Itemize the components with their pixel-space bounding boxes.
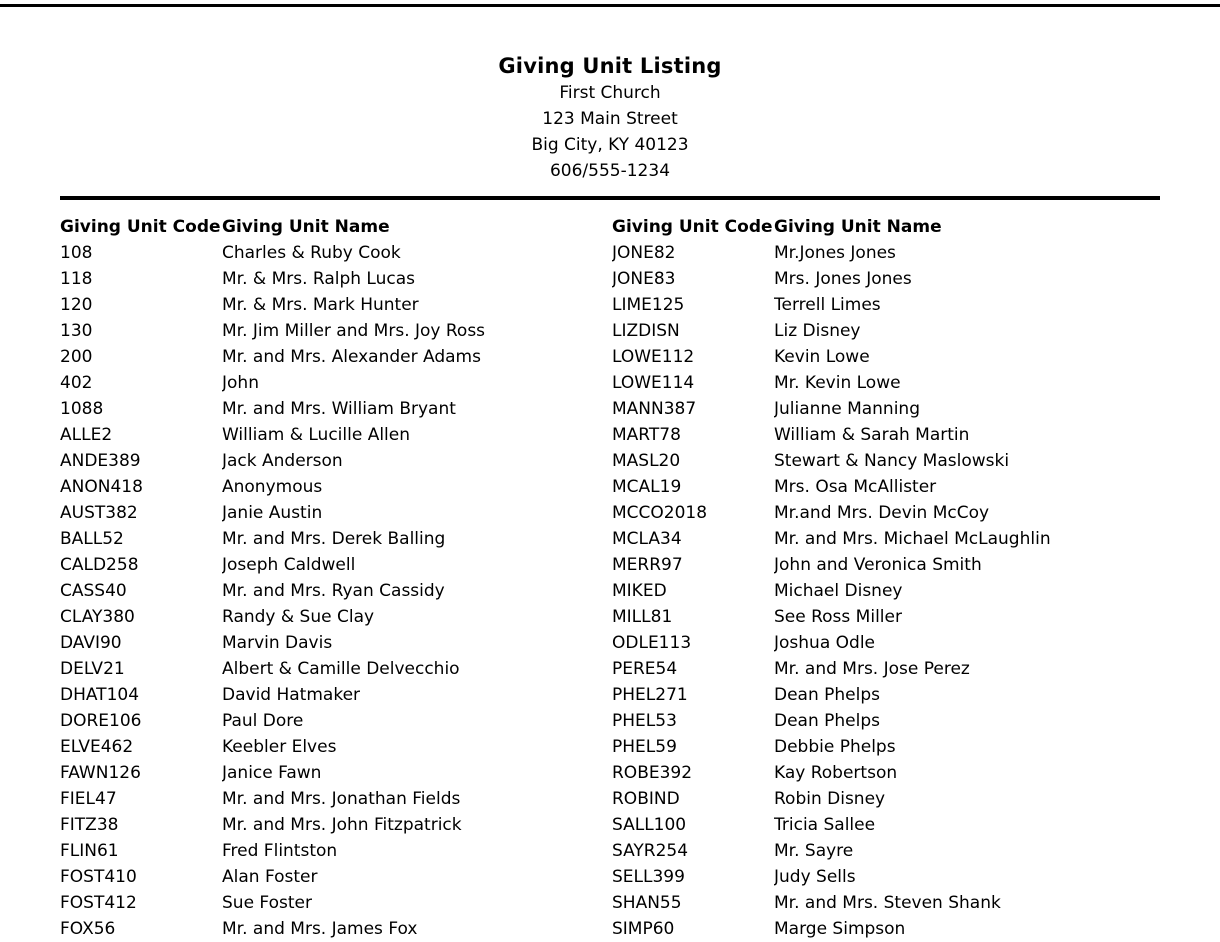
table-row [60, 578, 612, 604]
table-row [60, 812, 612, 838]
table-row [60, 656, 612, 682]
giving-unit-name: Stewart & Nancy Maslowski [774, 451, 1010, 471]
table-row [612, 292, 1164, 318]
giving-unit-code: SHAN55 [612, 893, 682, 913]
listing-rows-left [60, 240, 612, 942]
giving-unit-name: Marvin Davis [222, 633, 333, 653]
giving-unit-name: Fred Flintston [222, 841, 338, 861]
giving-unit-name: Paul Dore [222, 711, 304, 731]
giving-unit-code: CALD258 [60, 555, 139, 575]
column-header-row-left [60, 214, 612, 240]
giving-unit-code: MANN387 [612, 399, 697, 419]
giving-unit-code: FIEL47 [60, 789, 117, 809]
giving-unit-code: 200 [60, 347, 93, 367]
listing-column-left [60, 214, 612, 942]
giving-unit-name: Mr. Jim Miller and Mrs. Joy Ross [222, 321, 486, 341]
giving-unit-code: JONE82 [612, 243, 676, 263]
giving-unit-name: Anonymous [222, 477, 323, 497]
table-row [612, 240, 1164, 266]
table-row [612, 864, 1164, 890]
giving-unit-code: 130 [60, 321, 93, 341]
table-row [612, 500, 1164, 526]
table-row [60, 734, 612, 760]
giving-unit-name: Michael Disney [774, 581, 903, 601]
table-row [60, 682, 612, 708]
giving-unit-code: PHEL271 [612, 685, 688, 705]
giving-unit-code: FOX56 [60, 919, 116, 939]
giving-unit-code: ROBE392 [612, 763, 693, 783]
table-row [60, 864, 612, 890]
table-row [612, 708, 1164, 734]
giving-unit-name: Janie Austin [222, 503, 323, 523]
table-row [612, 422, 1164, 448]
listing-columns [0, 214, 1220, 942]
giving-unit-name: Tricia Sallee [774, 815, 876, 835]
giving-unit-code: MCCO2018 [612, 503, 708, 523]
giving-unit-code: MIKED [612, 581, 667, 601]
giving-unit-name: Kay Robertson [774, 763, 898, 783]
giving-unit-name: Mrs. Jones Jones [774, 269, 912, 289]
table-row [60, 422, 612, 448]
giving-unit-code: LIME125 [612, 295, 685, 315]
table-row [60, 370, 612, 396]
table-row [60, 500, 612, 526]
table-row [60, 344, 612, 370]
giving-unit-name: Marge Simpson [774, 919, 906, 939]
giving-unit-code: CASS40 [60, 581, 127, 601]
table-row [612, 890, 1164, 916]
giving-unit-code: SALL100 [612, 815, 687, 835]
table-row [612, 916, 1164, 942]
giving-unit-name: Mr. and Mrs. Jose Perez [774, 659, 970, 679]
table-row [60, 604, 612, 630]
giving-unit-name: Mr. and Mrs. Ryan Cassidy [222, 581, 445, 601]
giving-unit-name: Mr. and Mrs. Derek Balling [222, 529, 446, 549]
giving-unit-name: See Ross Miller [774, 607, 902, 627]
table-row [60, 526, 612, 552]
giving-unit-code: SELL399 [612, 867, 685, 887]
giving-unit-code: ODLE113 [612, 633, 692, 653]
giving-unit-name: Julianne Manning [774, 399, 920, 419]
giving-unit-name: Liz Disney [774, 321, 861, 341]
table-row [612, 630, 1164, 656]
table-row [60, 292, 612, 318]
table-row [60, 240, 612, 266]
giving-unit-code: 402 [60, 373, 93, 393]
table-row [60, 708, 612, 734]
giving-unit-code: LOWE112 [612, 347, 695, 367]
header-divider [60, 196, 1160, 200]
giving-unit-code: PHEL53 [612, 711, 677, 731]
giving-unit-code: FLIN61 [60, 841, 119, 861]
giving-unit-name: Mr. Sayre [774, 841, 854, 861]
giving-unit-code: 108 [60, 243, 93, 263]
giving-unit-name: Mr. and Mrs. John Fitzpatrick [222, 815, 462, 835]
giving-unit-name: William & Lucille Allen [222, 425, 411, 445]
organization-city-state-zip: Big City, KY 40123 [531, 135, 689, 155]
giving-unit-name: Alan Foster [222, 867, 318, 887]
giving-unit-name: Mr. and Mrs. Alexander Adams [222, 347, 481, 367]
giving-unit-name: Debbie Phelps [774, 737, 896, 757]
giving-unit-code: SIMP60 [612, 919, 675, 939]
giving-unit-code: MILL81 [612, 607, 673, 627]
table-row [60, 266, 612, 292]
giving-unit-name: John and Veronica Smith [774, 555, 982, 575]
giving-unit-name: Robin Disney [774, 789, 886, 809]
column-header-name: Giving Unit Name [774, 217, 942, 237]
giving-unit-code: LOWE114 [612, 373, 695, 393]
table-row [60, 838, 612, 864]
table-row [612, 604, 1164, 630]
giving-unit-code: FAWN126 [60, 763, 141, 783]
giving-unit-code: PERE54 [612, 659, 678, 679]
organization-street: 123 Main Street [542, 109, 678, 129]
table-row [612, 474, 1164, 500]
table-row [612, 786, 1164, 812]
giving-unit-code: SAYR254 [612, 841, 689, 861]
giving-unit-name: Mr.Jones Jones [774, 243, 896, 263]
table-row [612, 552, 1164, 578]
giving-unit-name: William & Sarah Martin [774, 425, 970, 445]
giving-unit-code: PHEL59 [612, 737, 677, 757]
giving-unit-name: John [222, 373, 259, 393]
giving-unit-code: DAVI90 [60, 633, 122, 653]
giving-unit-code: FOST412 [60, 893, 137, 913]
column-header-code: Giving Unit Code [612, 217, 773, 237]
table-row [60, 396, 612, 422]
giving-unit-code: MCAL19 [612, 477, 682, 497]
giving-unit-name: Kevin Lowe [774, 347, 870, 367]
table-row [612, 370, 1164, 396]
table-row [612, 266, 1164, 292]
giving-unit-name: Mr. and Mrs. William Bryant [222, 399, 456, 419]
giving-unit-name: Dean Phelps [774, 711, 881, 731]
giving-unit-code: 120 [60, 295, 93, 315]
table-row [60, 786, 612, 812]
table-row [60, 916, 612, 942]
giving-unit-code: ANON418 [60, 477, 143, 497]
giving-unit-name: Albert & Camille Delvecchio [222, 659, 460, 679]
giving-unit-name: Charles & Ruby Cook [222, 243, 401, 263]
giving-unit-code: MCLA34 [612, 529, 682, 549]
page-title: Giving Unit Listing [498, 54, 722, 78]
giving-unit-code: ELVE462 [60, 737, 134, 757]
giving-unit-code: FITZ38 [60, 815, 119, 835]
giving-unit-name: Mr. and Mrs. Jonathan Fields [222, 789, 461, 809]
organization-phone: 606/555-1234 [549, 161, 671, 181]
giving-unit-name: Mr. and Mrs. Michael McLaughlin [774, 529, 1051, 549]
column-header-name: Giving Unit Name [222, 217, 390, 237]
table-row [612, 734, 1164, 760]
table-row [612, 448, 1164, 474]
giving-unit-code: ALLE2 [60, 425, 113, 445]
table-row [612, 838, 1164, 864]
table-row [612, 682, 1164, 708]
giving-unit-name: Randy & Sue Clay [222, 607, 375, 627]
giving-unit-name: Dean Phelps [774, 685, 881, 705]
giving-unit-code: AUST382 [60, 503, 138, 523]
giving-unit-name: Mrs. Osa McAllister [774, 477, 937, 497]
giving-unit-code: BALL52 [60, 529, 124, 549]
giving-unit-code: LIZDISN [612, 321, 680, 341]
giving-unit-code: MASL20 [612, 451, 681, 471]
giving-unit-code: DELV21 [60, 659, 125, 679]
giving-unit-code: CLAY380 [60, 607, 135, 627]
table-row [612, 526, 1164, 552]
giving-unit-name: Mr. & Mrs. Ralph Lucas [222, 269, 416, 289]
giving-unit-name: Mr. and Mrs. James Fox [222, 919, 418, 939]
column-header-row-right [612, 214, 1164, 240]
giving-unit-name: Mr. and Mrs. Steven Shank [774, 893, 1001, 913]
listing-column-right [612, 214, 1164, 942]
table-row [60, 890, 612, 916]
giving-unit-code: ANDE389 [60, 451, 141, 471]
giving-unit-code: 1088 [60, 399, 104, 419]
giving-unit-code: MERR97 [612, 555, 683, 575]
table-row [612, 812, 1164, 838]
column-header-code: Giving Unit Code [60, 217, 221, 237]
giving-unit-code: FOST410 [60, 867, 137, 887]
table-row [60, 630, 612, 656]
giving-unit-name: Keebler Elves [222, 737, 337, 757]
listing-rows-right [612, 240, 1164, 942]
giving-unit-name: Janice Fawn [222, 763, 322, 783]
organization-name: First Church [559, 83, 661, 103]
giving-unit-code: JONE83 [612, 269, 676, 289]
giving-unit-name: David Hatmaker [222, 685, 361, 705]
giving-unit-name: Joshua Odle [774, 633, 875, 653]
table-row [612, 344, 1164, 370]
giving-unit-name: Mr. Kevin Lowe [774, 373, 901, 393]
giving-unit-name: Terrell Limes [774, 295, 881, 315]
table-row [612, 318, 1164, 344]
table-row [60, 552, 612, 578]
report-header [0, 0, 1220, 184]
giving-unit-code: MART78 [612, 425, 681, 445]
giving-unit-code: DHAT104 [60, 685, 140, 705]
giving-unit-name: Jack Anderson [222, 451, 343, 471]
table-row [612, 656, 1164, 682]
giving-unit-code: 118 [60, 269, 93, 289]
table-row [60, 318, 612, 344]
table-row [60, 760, 612, 786]
giving-unit-name: Joseph Caldwell [222, 555, 356, 575]
table-row [612, 396, 1164, 422]
giving-unit-name: Judy Sells [774, 867, 856, 887]
table-row [60, 474, 612, 500]
page-top-divider [0, 4, 1220, 7]
giving-unit-code: DORE106 [60, 711, 142, 731]
giving-unit-name: Mr.and Mrs. Devin McCoy [774, 503, 990, 523]
giving-unit-name: Sue Foster [222, 893, 312, 913]
giving-unit-name: Mr. & Mrs. Mark Hunter [222, 295, 419, 315]
giving-unit-code: ROBIND [612, 789, 680, 809]
table-row [612, 578, 1164, 604]
table-row [612, 760, 1164, 786]
table-row [60, 448, 612, 474]
